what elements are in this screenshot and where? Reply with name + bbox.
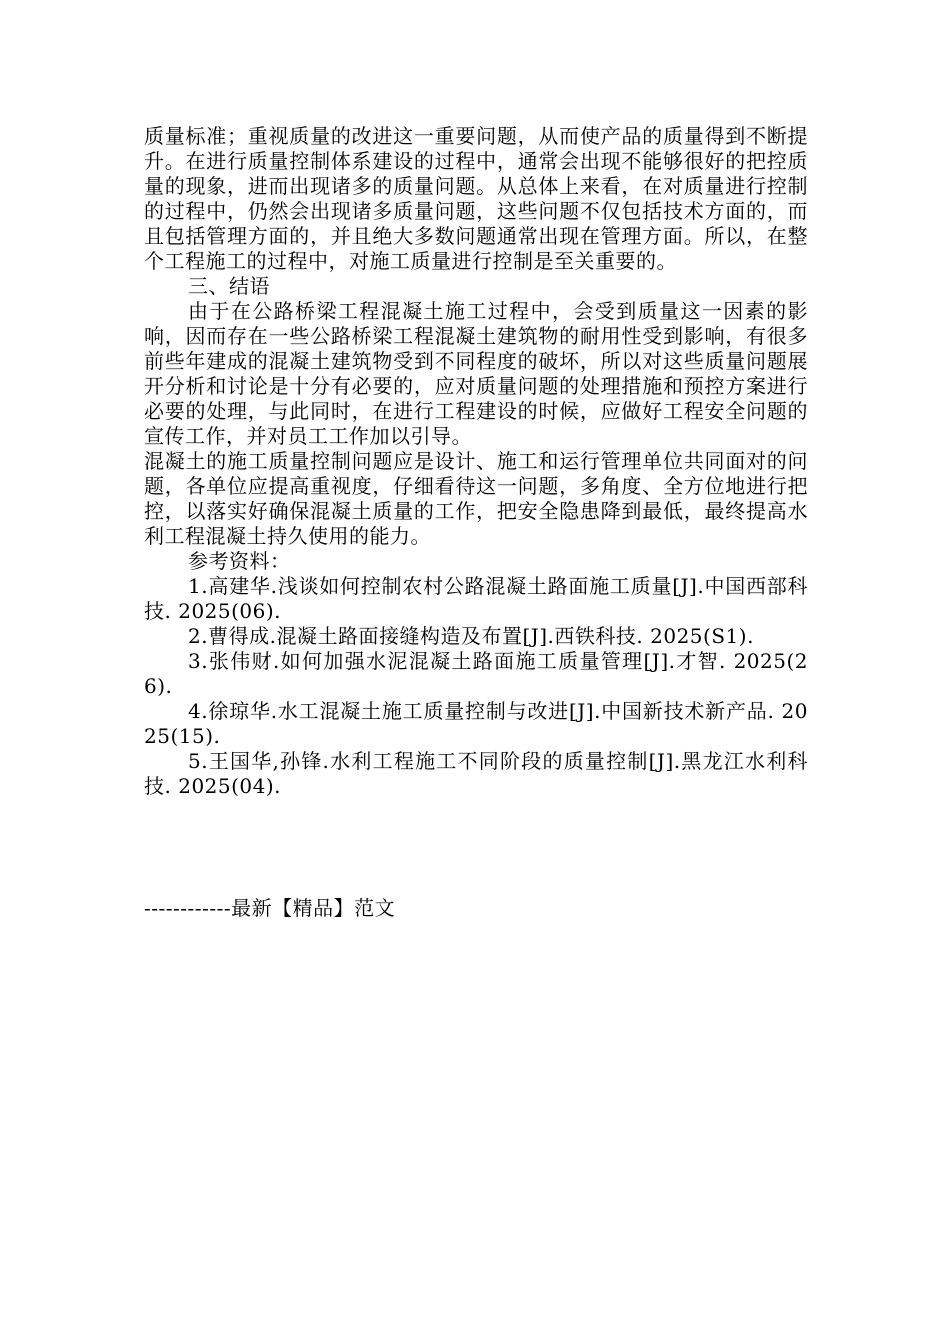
body-paragraph: 混凝土的施工质量控制问题应是设计、施工和运行管理单位共同面对的问题，各单位应提高重视度，仔细看待这一问题，多角度、全方位地进行把控，以落实好确保混凝土质量的工作，把安全隐患降到最低，最终提高水利工程混凝土持久使用的能力。 bbox=[144, 449, 808, 548]
reference-item: 2.曹得成.混凝土路面接缝构造及布置[J].西铁科技. 2025(S1). bbox=[188, 624, 754, 648]
references-heading: 参考资料： bbox=[188, 549, 291, 573]
reference-item: 4.徐琼华.水工混凝土施工质量控制与改进[J].中国新技术新产品. 2025(15). bbox=[144, 699, 808, 748]
footer-text: ------------最新【精品】范文 bbox=[144, 896, 396, 920]
reference-item: 5.王国华,孙锋.水利工程施工不同阶段的质量控制[J].黑龙江水利科技. 2025(04). bbox=[144, 749, 808, 798]
document-body bbox=[144, 124, 808, 799]
reference-item: 3.张伟财.如何加强水泥混凝土路面施工质量管理[J].才智. 2025(26). bbox=[144, 649, 808, 698]
reference-item: 1.高建华.浅谈如何控制农村公路混凝土路面施工质量[J].中国西部科技. 2025(06). bbox=[144, 574, 808, 623]
section-heading: 三、结语 bbox=[188, 274, 270, 298]
body-paragraph: 质量标准；重视质量的改进这一重要问题，从而使产品的质量得到不断提升。在进行质量控制体系建设的过程中，通常会出现不能够很好的把控质量的现象，进而出现诸多的质量问题。从总体上来看，在对质量进行控制的过程中，仍然会出现诸多质量问题，这些问题不仅包括技术方面的，而且包括管理方面的，并且绝大多数问题通常出现在管理方面。所以，在整个工程施工的过程中，对施工质量进行控制是至关重要的。 bbox=[144, 124, 808, 273]
body-paragraph: 由于在公路桥梁工程混凝土施工过程中，会受到质量这一因素的影响，因而存在一些公路桥梁工程混凝土建筑物的耐用性受到影响，有很多前些年建成的混凝土建筑物受到不同程度的破坏，所以对这些质量问题展开分析和讨论是十分有必要的，应对质量问题的处理措施和预控方案进行必要的处理，与此同时，在进行工程建设的时候，应做好工程安全问题的宣传工作，并对员工工作加以引导。 bbox=[144, 299, 808, 448]
